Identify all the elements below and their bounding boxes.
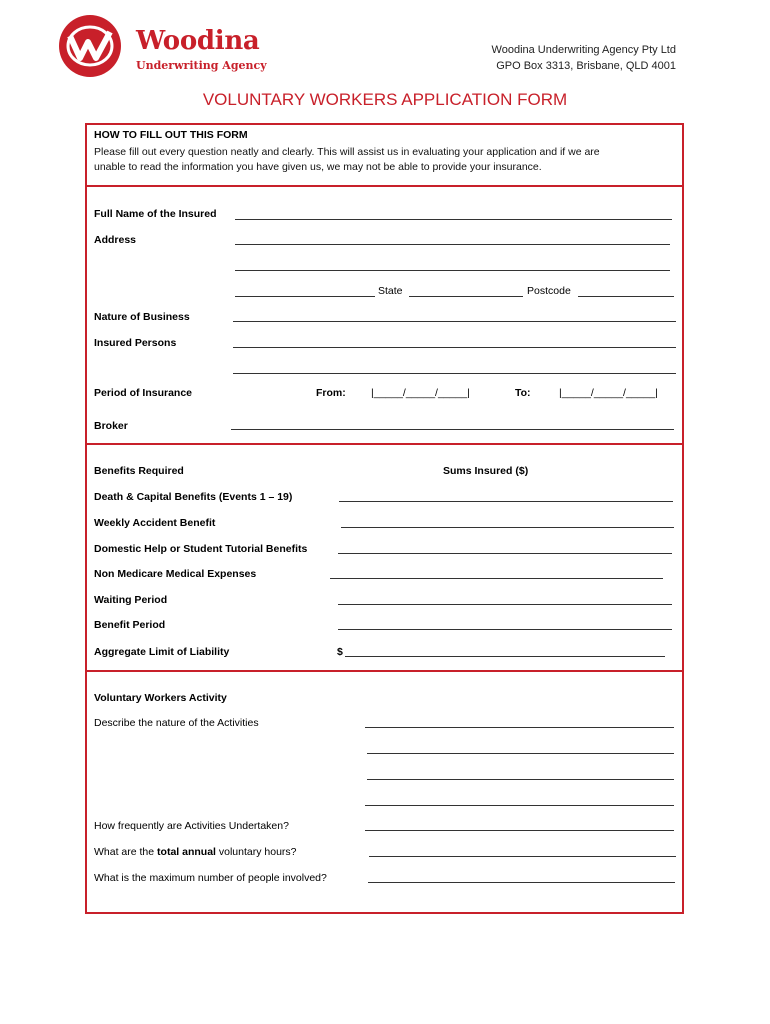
suburb-field[interactable] <box>235 296 375 297</box>
annual-hours-prefix: What are the <box>94 846 158 858</box>
insured-persons-line-2-field[interactable] <box>233 373 676 374</box>
non-medicare-label: Non Medicare Medical Expenses <box>94 568 257 580</box>
non-medicare-field[interactable] <box>330 578 663 579</box>
waiting-period-label: Waiting Period <box>94 594 168 606</box>
activity-heading: Voluntary Workers Activity <box>94 692 227 704</box>
logo-subtitle: Underwriting Agency <box>136 59 267 72</box>
full-name-field[interactable] <box>235 219 672 220</box>
waiting-period-field[interactable] <box>338 604 672 605</box>
benefit-period-label: Benefit Period <box>94 619 166 631</box>
describe-activities-line-1-field[interactable] <box>365 727 674 728</box>
instructions-heading: HOW TO FILL OUT THIS FORM <box>94 129 248 141</box>
from-date-field[interactable]: |_____/_____/_____| <box>371 387 470 399</box>
annual-hours-field[interactable] <box>369 856 676 857</box>
annual-hours-suffix: voluntary hours? <box>215 846 297 858</box>
aggregate-limit-field[interactable] <box>345 656 665 657</box>
woodina-w-logo-icon <box>56 14 124 78</box>
benefit-period-field[interactable] <box>338 629 672 630</box>
full-name-label: Full Name of the Insured <box>94 208 217 220</box>
instructions-line-1: Please fill out every question neatly and clearly. This will assist us in evaluating your application and if we are <box>94 146 600 158</box>
broker-label: Broker <box>94 420 128 432</box>
sums-insured-heading: Sums Insured ($) <box>443 465 529 477</box>
describe-activities-label: Describe the nature of the Activities <box>94 717 259 729</box>
to-date-field[interactable]: |_____/_____/_____| <box>559 387 658 399</box>
dollar-sign: $ <box>337 646 343 658</box>
to-label: To: <box>515 387 531 399</box>
death-capital-label: Death & Capital Benefits (Events 1 – 19) <box>94 491 293 503</box>
domestic-help-label: Domestic Help or Student Tutorial Benefits <box>94 543 308 555</box>
frequency-field[interactable] <box>365 830 674 831</box>
instructions-text <box>94 145 674 175</box>
period-of-insurance-label: Period of Insurance <box>94 387 193 399</box>
nature-of-business-label: Nature of Business <box>94 311 190 323</box>
annual-hours-label <box>94 846 297 859</box>
instructions-section <box>85 123 684 187</box>
state-label: State <box>378 285 403 297</box>
form-title: VOLUNTARY WORKERS APPLICATION FORM <box>202 90 568 109</box>
aggregate-limit-label: Aggregate Limit of Liability <box>94 646 230 658</box>
company-name: Woodina Underwriting Agency Pty Ltd <box>491 44 676 56</box>
death-capital-field[interactable] <box>339 501 673 502</box>
address-line-2-field[interactable] <box>235 270 670 271</box>
broker-field[interactable] <box>231 429 674 430</box>
nature-of-business-field[interactable] <box>233 321 676 322</box>
benefits-heading: Benefits Required <box>94 465 184 477</box>
insured-details-section <box>85 185 684 445</box>
company-logo <box>56 14 276 78</box>
weekly-accident-field[interactable] <box>341 527 674 528</box>
insured-persons-label: Insured Persons <box>94 337 177 349</box>
activity-section <box>85 670 684 914</box>
weekly-accident-label: Weekly Accident Benefit <box>94 517 216 529</box>
annual-hours-emphasis: total annual <box>157 846 216 858</box>
postcode-field[interactable] <box>578 296 674 297</box>
insured-persons-line-1-field[interactable] <box>233 347 676 348</box>
logo-name: Woodina <box>136 26 260 56</box>
max-people-label: What is the maximum number of people involved? <box>94 872 327 884</box>
domestic-help-field[interactable] <box>338 553 672 554</box>
describe-activities-line-3-field[interactable] <box>367 779 674 780</box>
benefits-section <box>85 443 684 672</box>
from-label: From: <box>316 387 346 399</box>
instructions-line-2: unable to read the information you have given us, we may not be able to provide your insurance. <box>94 161 542 173</box>
describe-activities-line-2-field[interactable] <box>367 753 674 754</box>
max-people-field[interactable] <box>368 882 675 883</box>
postcode-label: Postcode <box>527 285 571 297</box>
describe-activities-line-4-field[interactable] <box>365 805 674 806</box>
address-line-1-field[interactable] <box>235 244 670 245</box>
company-address: GPO Box 3313, Brisbane, QLD 4001 <box>496 60 676 72</box>
address-label: Address <box>94 234 137 246</box>
company-details <box>492 42 676 74</box>
state-field[interactable] <box>409 296 523 297</box>
frequency-label: How frequently are Activities Undertaken? <box>94 820 289 832</box>
